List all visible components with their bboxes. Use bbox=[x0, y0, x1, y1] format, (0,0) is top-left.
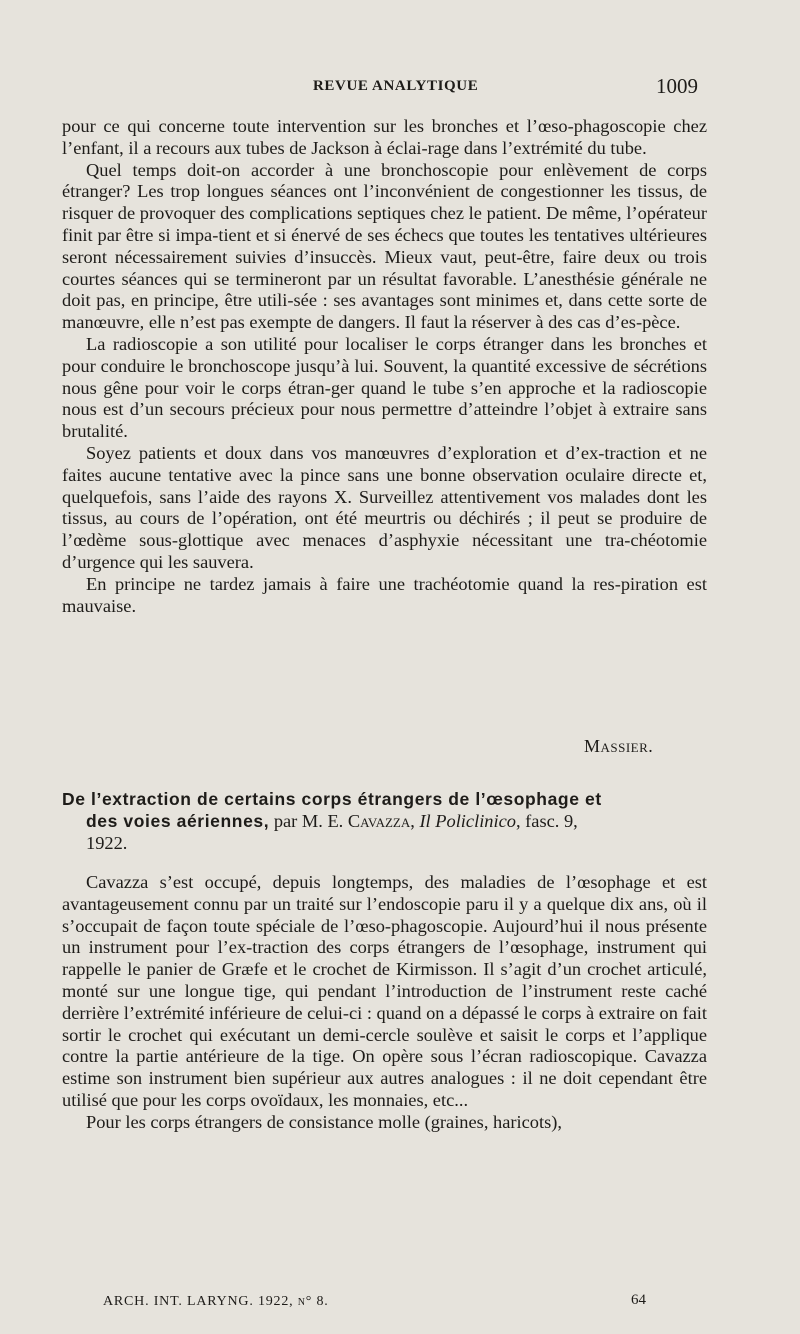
paragraph: La radioscopie a son utilité pour localiser le corps étranger dans les bronches et pour conduire le bronchoscope jusqu’à lui. Souvent, la quantité excessive de sécrétions nous gêne pour voir le corps étran-ger quand le tube s’en approche et la radioscopie nous est d’un secours précieux pour nous permettre d’atteindre l’objet à extraire sans brutalité. bbox=[62, 333, 707, 442]
header-title: REVUE ANALYTIQUE bbox=[313, 78, 479, 94]
paragraph: Cavazza s’est occupé, depuis longtemps, des maladies de l’œsophage et est avantageusement connu par un traité sur l’endoscopie paru il y a quelque dix ans, où il s’occupait de façon toute spéciale de l’œso-phagoscopie. Aujourd’hui il nous présente un instrument pour l’ex-traction des corps étrangers de l’œsophage, instrument qui rappelle le panier de Græfe et le crochet de Kirmisson. Il s’agit d’un crochet articulé, monté sur une longue tige, qui pendant l’introduction de l’instrument reste caché derrière l’extrémité inférieure de celui-ci : quand on a dépassé le corps à extraire on fait sortir le crochet qui exécutant un demi-cercle soulève et saisit le corps et l’applique contre la partie antérieure de la tige. On opère sous l’écran radioscopique. Cavazza estime son instrument bien supérieur aux autres analogues : il ne doit cependant être utilisé que pour les corps ovoïdaux, les monnaies, etc... bbox=[62, 872, 707, 1110]
article-details: , fasc. 9, bbox=[515, 811, 578, 831]
section-2-body bbox=[62, 872, 707, 1134]
article-title-line2: des voies aériennes, bbox=[86, 811, 270, 831]
article-by: par M. E. bbox=[269, 811, 348, 831]
article-year: 1922. bbox=[86, 833, 128, 853]
article-heading bbox=[62, 788, 707, 854]
paragraph: En principe ne tardez jamais à faire une trachéotomie quand la res-piration est mauvaise. bbox=[62, 573, 707, 616]
journal-reference: ARCH. INT. LARYNG. 1922, n° 8. bbox=[103, 1294, 329, 1309]
running-header bbox=[0, 76, 800, 100]
paragraph: Pour les corps étrangers de consistance molle (graines, haricots), bbox=[86, 1111, 562, 1132]
section-1-body bbox=[62, 116, 707, 617]
page-footer bbox=[103, 1292, 663, 1314]
signature-massier: Massier. bbox=[584, 736, 654, 756]
article-sep: , bbox=[410, 811, 420, 831]
paragraph: Quel temps doit-on accorder à une bronchoscopie pour enlèvement de corps étranger? Les trop longues séances ont l’inconvénient de congestionner les tissus, de risquer de provoquer des complications septiques chez le patient. De même, l’opérateur finit par être si impa-tient et si énervé de ses échecs que toutes les tentatives ultérieures seront nécessairement suivies d’insuccès. Mieux vaut, peut-être, faire deux ou trois courtes séances qui se termineront par un résultat favorable. L’anesthésie générale ne doit pas, en principe, être utili-sée : ses avantages sont minimes et, dans cette sorte de manœuvre, elle n’est pas exempte de dangers. Il faut la réserver à des cas d’es-pèce. bbox=[62, 159, 707, 333]
article-journal: Il Policlinico bbox=[419, 811, 516, 831]
signature-mark: 64 bbox=[631, 1292, 646, 1308]
article-author: Cavazza bbox=[347, 811, 411, 831]
page-number: 1009 bbox=[656, 74, 698, 98]
paragraph: pour ce qui concerne toute intervention sur les bronches et l’œso-phagoscopie chez l’enfant, il a recours aux tubes de Jackson à éclai-rage dans l’extrémité du tube. bbox=[62, 116, 707, 158]
article-title-line1: De l’extraction de certains corps étrangers de l’œsophage et bbox=[62, 789, 602, 809]
paragraph: Soyez patients et doux dans vos manœuvres d’exploration et d’ex-traction et ne faites aucune tentative avec la pince sans une bonne observation oculaire directe et, quelquefois, sans l’aide des rayons X. Surveillez attentivement vos malades dont les tissus, au cours de l’opération, ont été meurtris ou déchirés ; il peut se produire de l’œdème sous-glottique avec menaces d’asphyxie nécessitant une tra-chéotomie d’urgence qui les sauvera. bbox=[62, 442, 707, 572]
